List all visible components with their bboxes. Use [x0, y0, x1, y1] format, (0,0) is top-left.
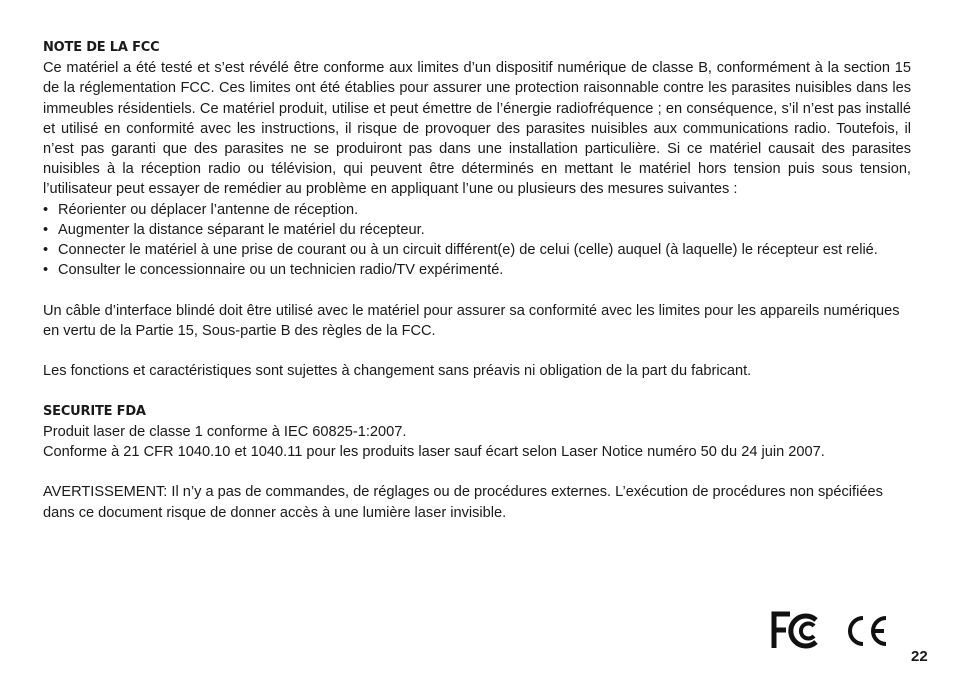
page-number: 22: [911, 648, 928, 665]
fcc-heading: NOTE DE LA FCC: [43, 40, 160, 55]
ce-logo-icon: [850, 618, 886, 644]
fcc-ce-logos: [770, 608, 890, 652]
bullet-icon: •: [43, 221, 49, 238]
fcc-measures-list: [43, 200, 911, 281]
bullet-icon: •: [43, 262, 49, 279]
list-item: • Augmenter la distance séparant le matériel du récepteur.: [43, 220, 911, 240]
list-item: • Consulter le concessionnaire ou un technicien radio/TV expérimenté.: [43, 260, 911, 280]
list-item: • Connecter le matériel à une prise de courant ou à un circuit différent(e) de celui (celle) auquel (à laquelle) le récepteur est relié.: [43, 240, 911, 260]
list-item: • Réorienter ou déplacer l’antenne de réception.: [43, 200, 911, 220]
fcc-intro-paragraph: Ce matériel a été testé et s’est révélé être conforme aux limites d’un dispositif numérique de classe B, conformément à la section 15 de la réglementation FCC. Ces limites ont été établies pour assurer une protection raisonnable contre les parasites nuisibles dans les immeubles résidentiels. Ce matériel produit, utilise et peut émettre de l’énergie radiofréquence ; en conséquence, s’il n’est pas installé et utilisé en conformité avec les instructions, il risque de provoquer des parasites nuisibles aux communications radio. Toutefois, il n’est pas garanti que des parasites ne se produiront pas dans une installation particulière. Si ce matériel causait des parasites nuisibles à la réception radio ou télévision, qui peuvent être déterminés en mettant le matériel hors tension puis sous tension, l’utilisateur peut essayer de remédier au problème en appliquant l’une ou plusieurs des mesures suivantes :: [43, 60, 911, 198]
certification-logos: [770, 608, 890, 652]
fda-heading: SECURITE FDA: [43, 403, 146, 419]
bullet-icon: •: [43, 201, 49, 218]
fda-class-line: Produit laser de classe 1 conforme à IEC 60825-1:2007.: [43, 423, 407, 440]
document-page: [43, 38, 911, 523]
laser-warning-paragraph: AVERTISSEMENT: Il n’y a pas de commandes, de réglages ou de procédures externes. L’exécution de procédures non spécifiées dans ce document risque de donner accès à une lumière laser invisible.: [43, 484, 883, 521]
changes-notice-paragraph: Les fonctions et caractéristiques sont sujettes à changement sans préavis ni obligation de la part du fabricant.: [43, 363, 752, 380]
shielded-cable-paragraph: Un câble d’interface blindé doit être utilisé avec le matériel pour assurer sa conformité avec les limites pour les appareils numériques en vertu de la Partie 15, Sous-partie B des règles de la FCC.: [43, 302, 900, 339]
fda-conformance-paragraph: Conforme à 21 CFR 1040.10 et 1040.11 pour les produits laser sauf écart selon Laser Notice numéro 50 du 24 juin 2007.: [43, 444, 825, 461]
fcc-logo-icon: [774, 614, 816, 648]
bullet-icon: •: [43, 242, 49, 259]
